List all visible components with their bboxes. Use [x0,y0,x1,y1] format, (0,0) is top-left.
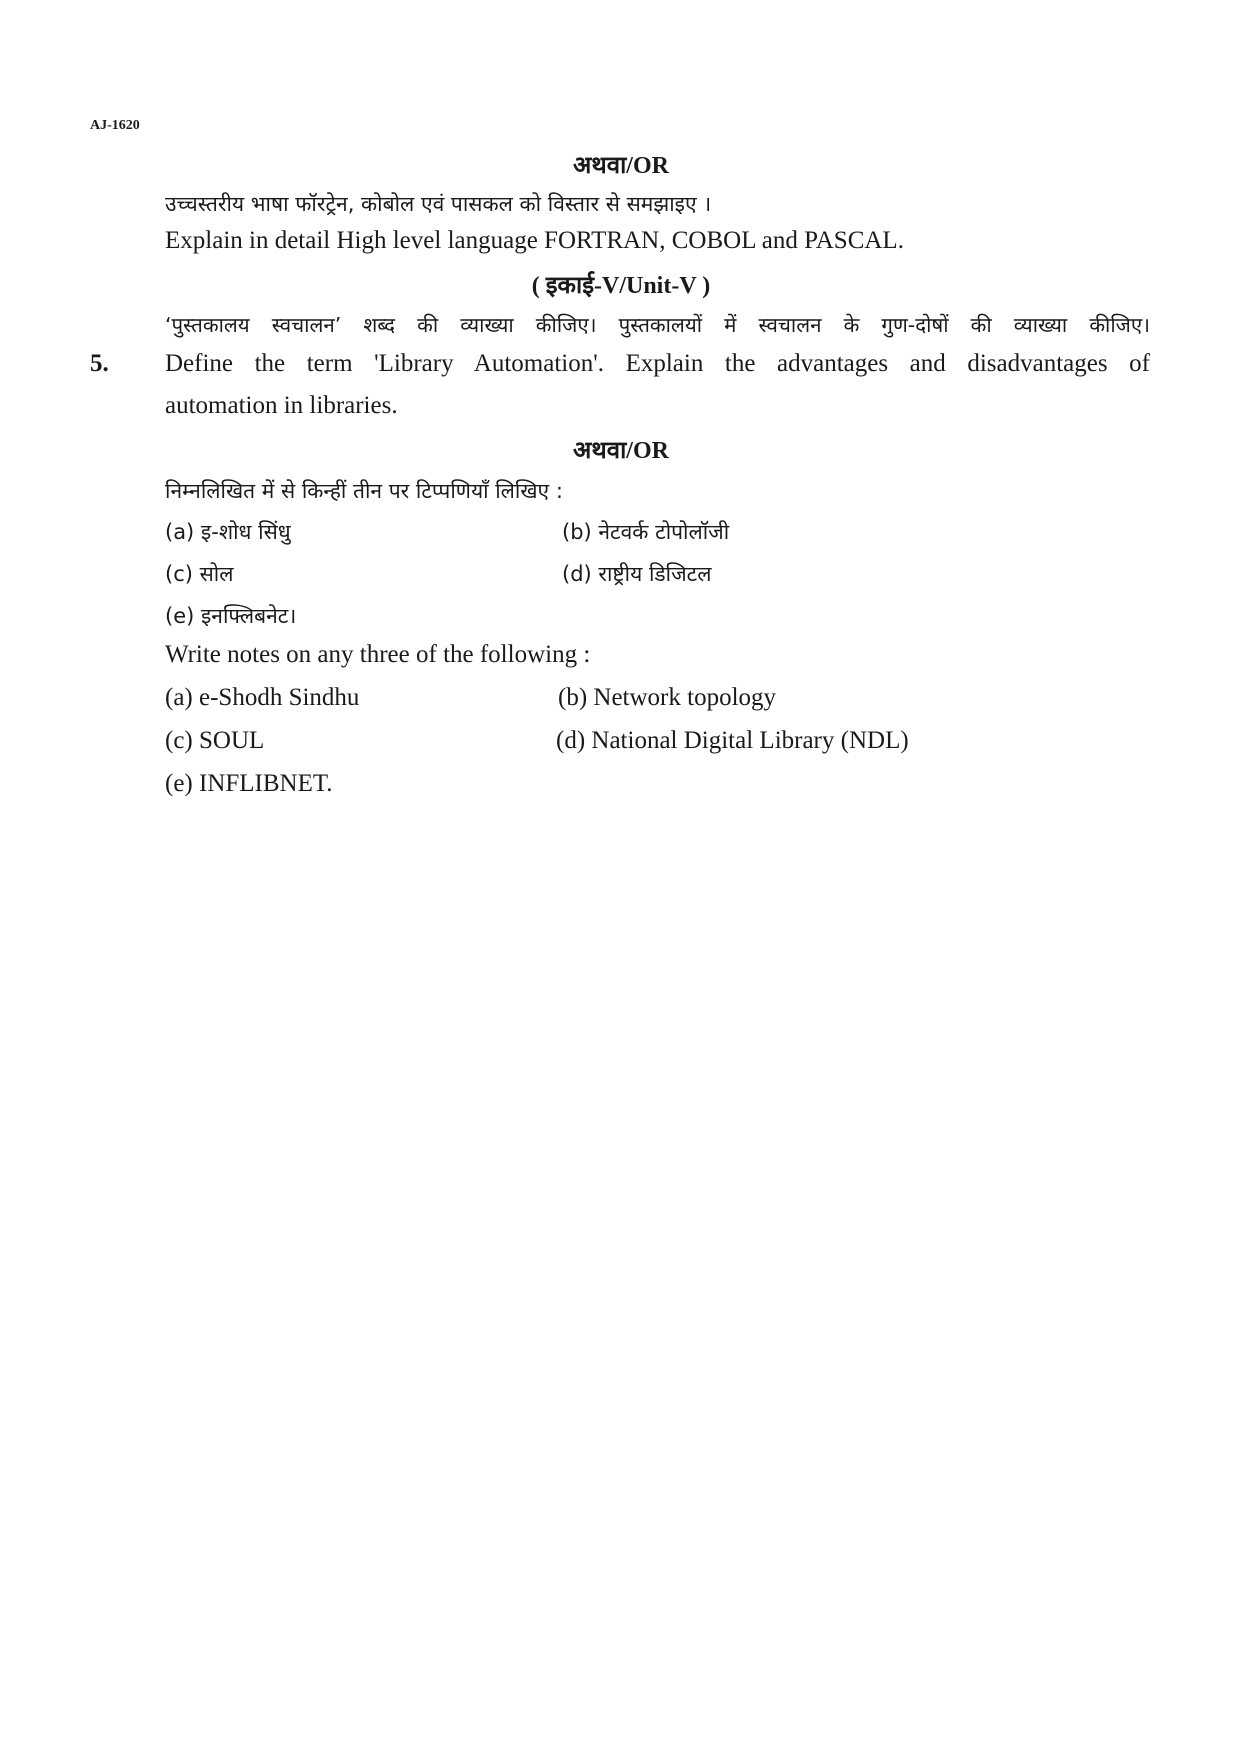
paper-code: AJ-1620 [90,118,140,133]
question-hindi-high-level-language: उच्चस्तरीय भाषा फॉरट्रेन, कोबोल एवं पासकल को विस्तार से समझाइए । [165,192,712,216]
notes-intro-hindi: निम्नलिखित में से किन्हीं तीन पर टिप्पणियाँ लिखिए : [165,479,563,503]
hindi-option-b: (b) नेटवर्क टोपोलॉजी [562,520,730,544]
hindi-option-d: (d) राष्ट्रीय डिजिटल [562,562,712,586]
question-number-5: 5. [90,350,109,377]
english-option-d: (d) National Digital Library (NDL) [556,727,909,754]
hindi-option-c: (c) सोल [165,562,234,586]
hindi-option-e: (e) इनफ्लिबनेट। [165,604,297,628]
question5-english-line2: automation in libraries. [165,392,398,419]
english-option-a: (a) e-Shodh Sindhu [165,684,360,711]
unit-heading: ( इकाई-V/Unit-V ) [531,273,711,299]
or-heading-1: अथवा/OR [573,153,669,179]
english-option-b: (b) Network topology [558,684,777,711]
english-option-c: (c) SOUL [165,727,265,754]
notes-intro-english: Write notes on any three of the following : [165,641,591,668]
question5-english-line1: Define the term 'Library Automation'. Explain the advantages and disadvantages of [165,350,1150,377]
question5-hindi: ‘पुस्तकालय स्वचालन’ शब्द की व्याख्या कीजिए। पुस्तकालयों में स्वचालन के गुण-दोषों की व्याख्या कीजिए। [165,313,1150,337]
english-option-e: (e) INFLIBNET. [165,770,333,797]
hindi-option-a: (a) इ-शोध सिंधु [165,520,291,544]
question-english-high-level-language: Explain in detail High level language FORTRAN, COBOL and PASCAL. [165,227,904,254]
or-heading-2: अथवा/OR [573,438,669,464]
